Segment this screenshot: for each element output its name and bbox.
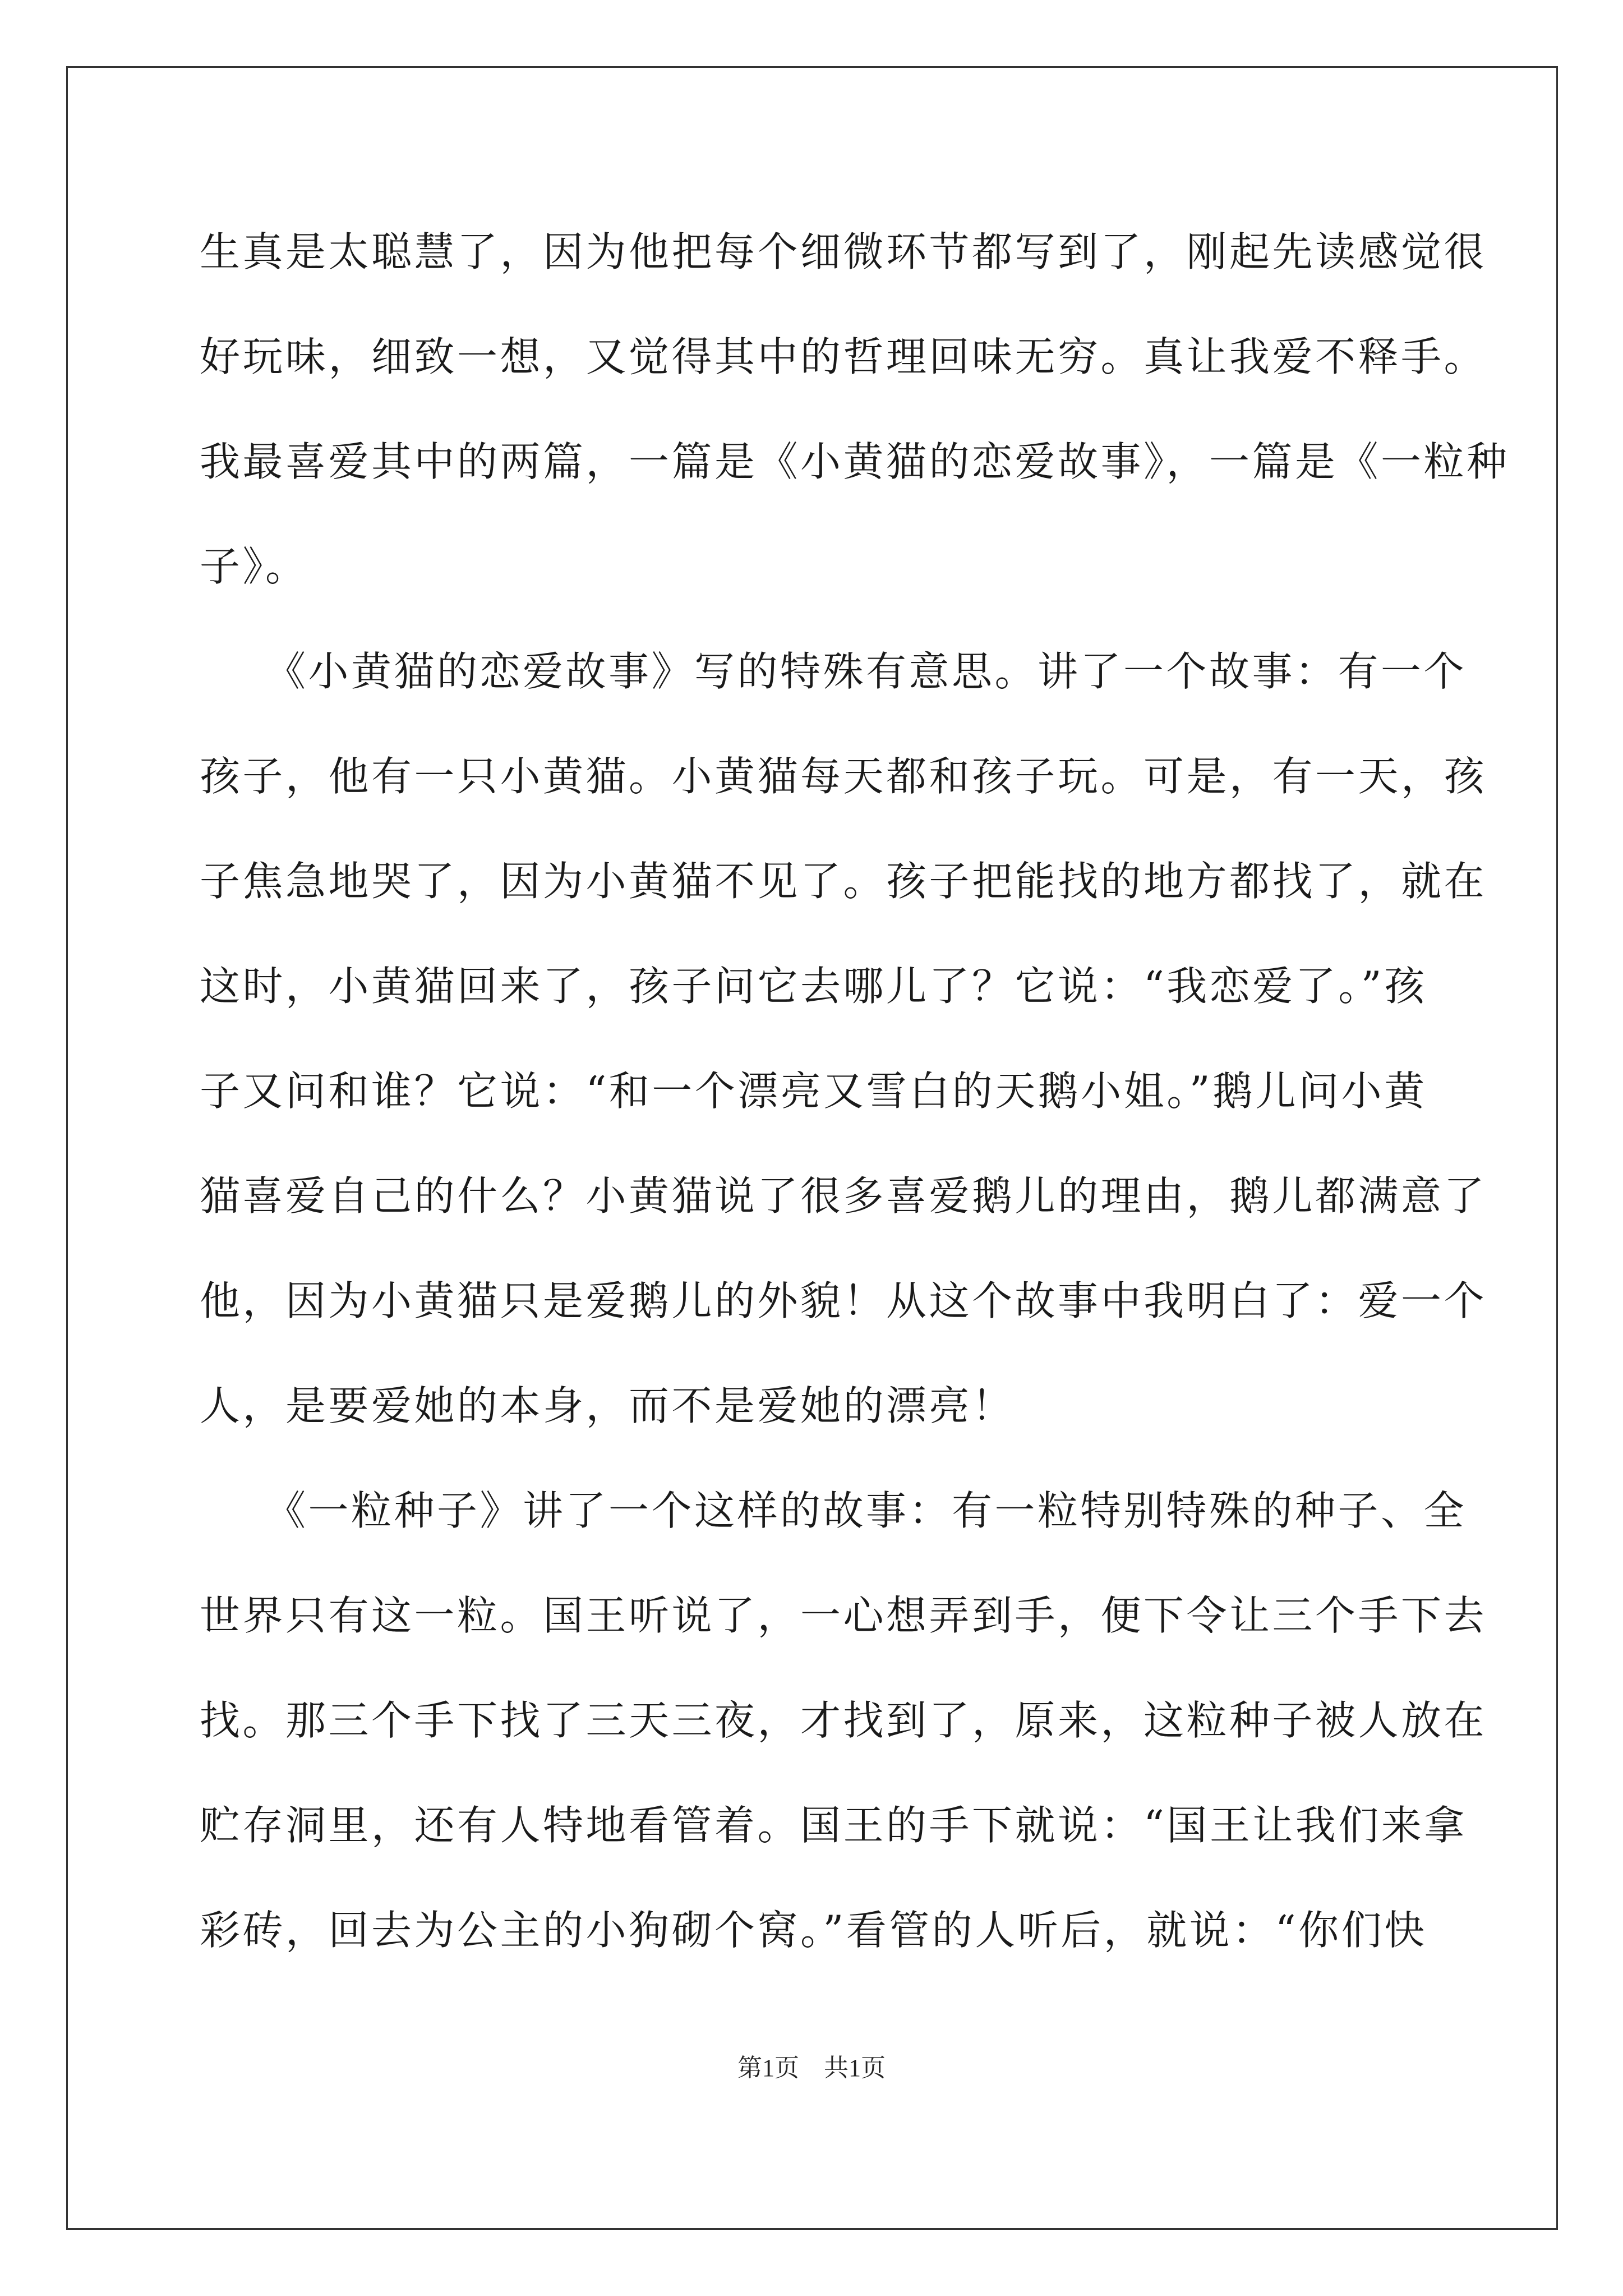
text-line: 《一粒种子》讲了一个这样的故事：有一粒特别特殊的种子、全	[200, 1487, 1467, 1534]
document-body	[200, 200, 1510, 1983]
text-line: 猫喜爱自己的什么？小黄猫说了很多喜爱鹅儿的理由，鹅儿都满意了	[200, 1172, 1487, 1220]
text-line: 我最喜爱其中的两篇，一篇是《小黄猫的恋爱故事》，一篇是《一粒种	[200, 438, 1510, 485]
text-line: 生真是太聪慧了，因为他把每个细微环节都写到了，刚起先读感觉很	[200, 228, 1487, 275]
text-line: 子焦急地哭了，因为小黄猫不见了。孩子把能找的地方都找了，就在	[200, 858, 1487, 905]
text-line: 孩子，他有一只小黄猫。小黄猫每天都和孩子玩。可是，有一天，孩	[200, 753, 1487, 800]
text-line: 他，因为小黄猫只是爱鹅儿的外貌！从这个故事中我明白了：爱一个	[200, 1277, 1487, 1324]
text-line: 子又问和谁？它说：“和一个漂亮又雪白的天鹅小姐。”鹅儿问小黄	[200, 1068, 1427, 1115]
text-line: 《小黄猫的恋爱故事》写的特殊有意思。讲了一个故事：有一个	[200, 648, 1467, 695]
text-line: 好玩味，细致一想，又觉得其中的哲理回味无穷。真让我爱不释手。	[200, 333, 1487, 380]
text-line: 贮存洞里，还有人特地看管着。国王的手下就说：“国王让我们来拿	[200, 1802, 1467, 1849]
text-line: 这时，小黄猫回来了，孩子问它去哪儿了？它说：“我恋爱了。”孩	[200, 963, 1427, 1010]
text-line: 人，是要爱她的本身，而不是爱她的漂亮！	[200, 1382, 1015, 1429]
text-line: 彩砖，回去为公主的小狗砌个窝。”看管的人听后，就说：“你们快	[200, 1907, 1427, 1954]
page-number-footer: 第1页 共1页	[737, 2054, 886, 2082]
text-line: 子》。	[200, 543, 308, 590]
text-line: 世界只有这一粒。国王听说了，一心想弄到手，便下令让三个手下去	[200, 1592, 1487, 1639]
text-line: 找。那三个手下找了三天三夜，才找到了，原来，这粒种子被人放在	[200, 1697, 1487, 1744]
